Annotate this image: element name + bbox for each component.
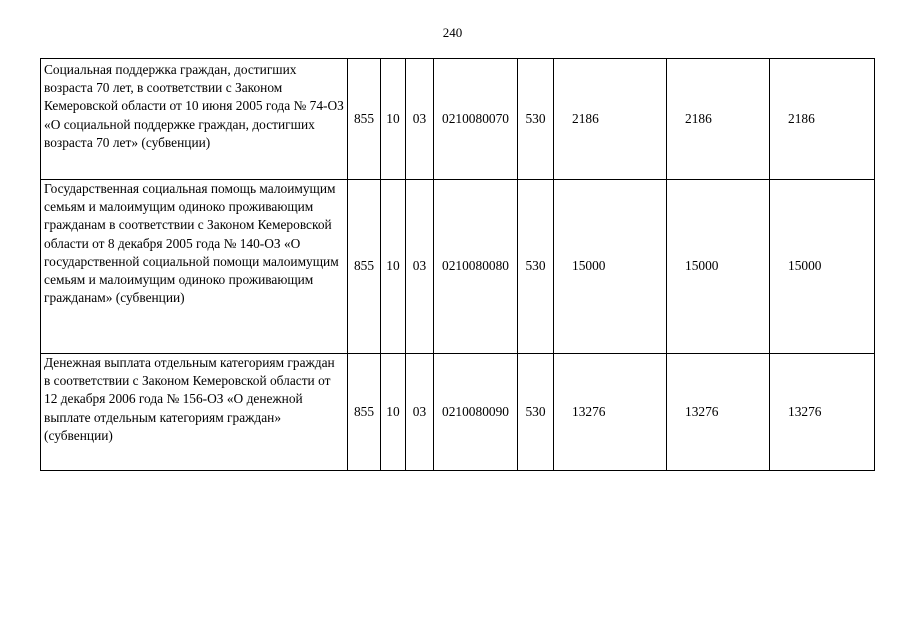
row-description: Государственная социальная помощь малоимущим семьям и малоимущим одиноко проживающим гражданам в соответствии с Законом Кемеровской области от 8 декабря 2005 года № 140-ОЗ «О государственной социальной помощи малоимущим семьям и малоимущим одиноко проживающим гражданам» (субвенции) [41,180,348,354]
amount-year-2: 13276 [667,354,770,471]
table-row [41,354,875,471]
amount-year-3: 13276 [770,354,875,471]
ministry-code: 855 [348,354,381,471]
amount-year-1: 13276 [554,354,667,471]
amount-year-2: 2186 [667,59,770,180]
subsection-code: 03 [406,354,434,471]
amount-year-2: 15000 [667,180,770,354]
target-article-code: 0210080080 [434,180,518,354]
section-code: 10 [381,180,406,354]
amount-year-3: 15000 [770,180,875,354]
row-description: Социальная поддержка граждан, достигших возраста 70 лет, в соответствии с Законом Кемеровской области от 10 июня 2005 года № 74-ОЗ «О социальной поддержке граждан, достигших возраста 70 лет» (субвенции) [41,59,348,180]
expense-type-code: 530 [518,180,554,354]
expense-type-code: 530 [518,354,554,471]
ministry-code: 855 [348,180,381,354]
section-code: 10 [381,354,406,471]
target-article-code: 0210080090 [434,354,518,471]
section-code: 10 [381,59,406,180]
subsection-code: 03 [406,180,434,354]
target-article-code: 0210080070 [434,59,518,180]
table-row [41,59,875,180]
subsection-code: 03 [406,59,434,180]
row-description: Денежная выплата отдельным категориям граждан в соответствии с Законом Кемеровской области от 12 декабря 2006 года № 156-ОЗ «О денежной выплате отдельным категориям граждан» (субвенции) [41,354,348,471]
amount-year-1: 15000 [554,180,667,354]
page-number: 240 [442,25,463,40]
amount-year-3: 2186 [770,59,875,180]
expense-type-code: 530 [518,59,554,180]
ministry-code: 855 [348,59,381,180]
table-row [41,180,875,354]
amount-year-1: 2186 [554,59,667,180]
budget-table [40,58,875,471]
